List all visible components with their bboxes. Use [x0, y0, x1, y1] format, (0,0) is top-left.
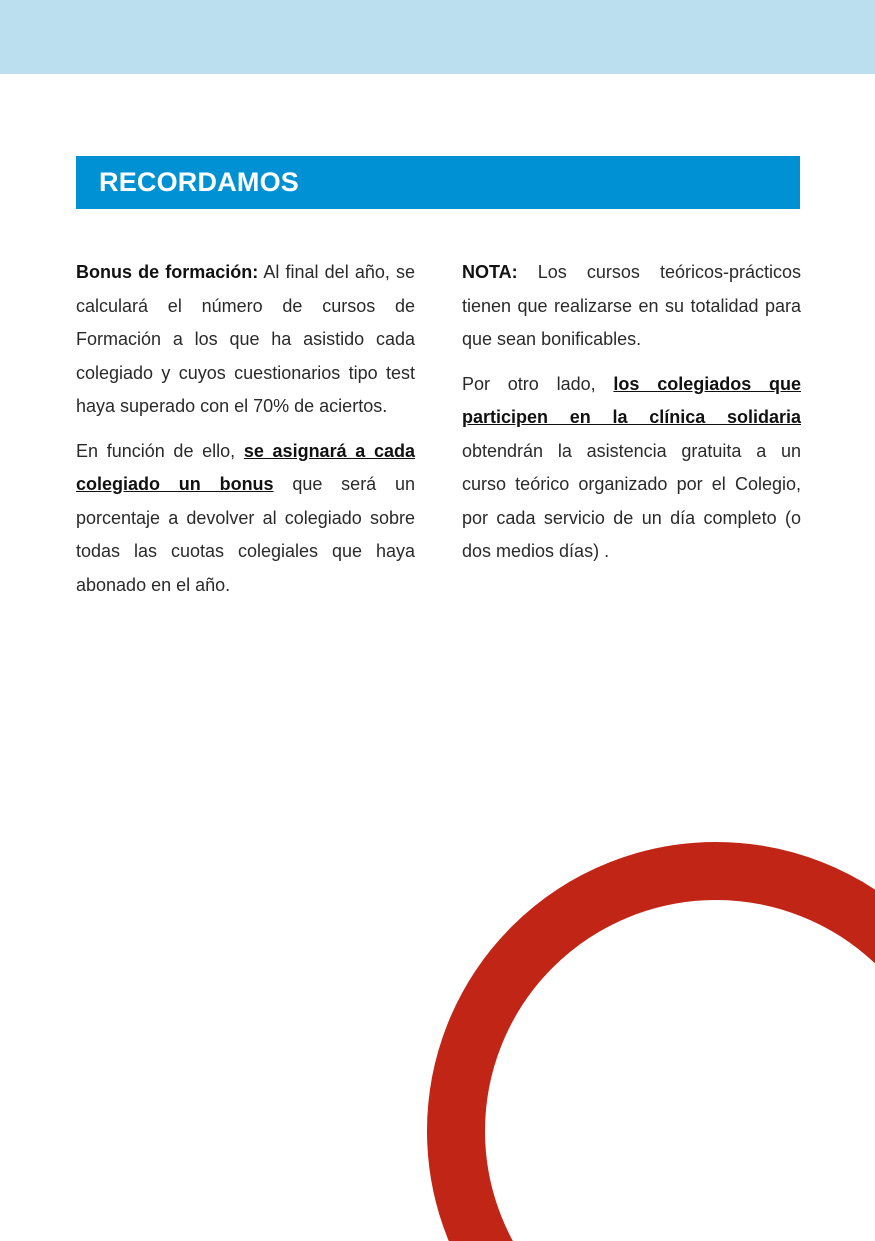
- section-title: RECORDAMOS: [99, 167, 300, 197]
- assignment-text-after: que será un porcentaje a devolver al colegiado sobre todas las cuotas colegiales que haya abonado en el año.: [76, 474, 416, 595]
- bonus-label: Bonus de formación:: [76, 262, 259, 282]
- clinic-text-after: obtendrán la asistencia gratuita a un curso teórico organizado por el Colegio, por cada servicio de un día completo (o dos medios días) .: [462, 440, 801, 561]
- note-text: Los cursos teóricos-prácticos tienen que realizarse en su totalidad para que sean bonificables.: [462, 262, 801, 349]
- note-label: NOTA:: [462, 262, 518, 282]
- clinic-text-before: Por otro lado,: [462, 373, 614, 394]
- decorative-ring-circle: [456, 871, 875, 1241]
- assignment-text-before: En función de ello,: [76, 440, 244, 461]
- bonus-text: Al final del año, se calculará el número de cursos de Formación a los que ha asistido cada colegiado y cuyos cuestionarios tipo test haya superado con el 70% de aciertos.: [76, 262, 415, 416]
- assignment-emphasis: se asignará a cada colegiado un bonus: [76, 440, 415, 494]
- clinic-emphasis: los colegiados que participen en la clínica solidaria: [462, 373, 801, 427]
